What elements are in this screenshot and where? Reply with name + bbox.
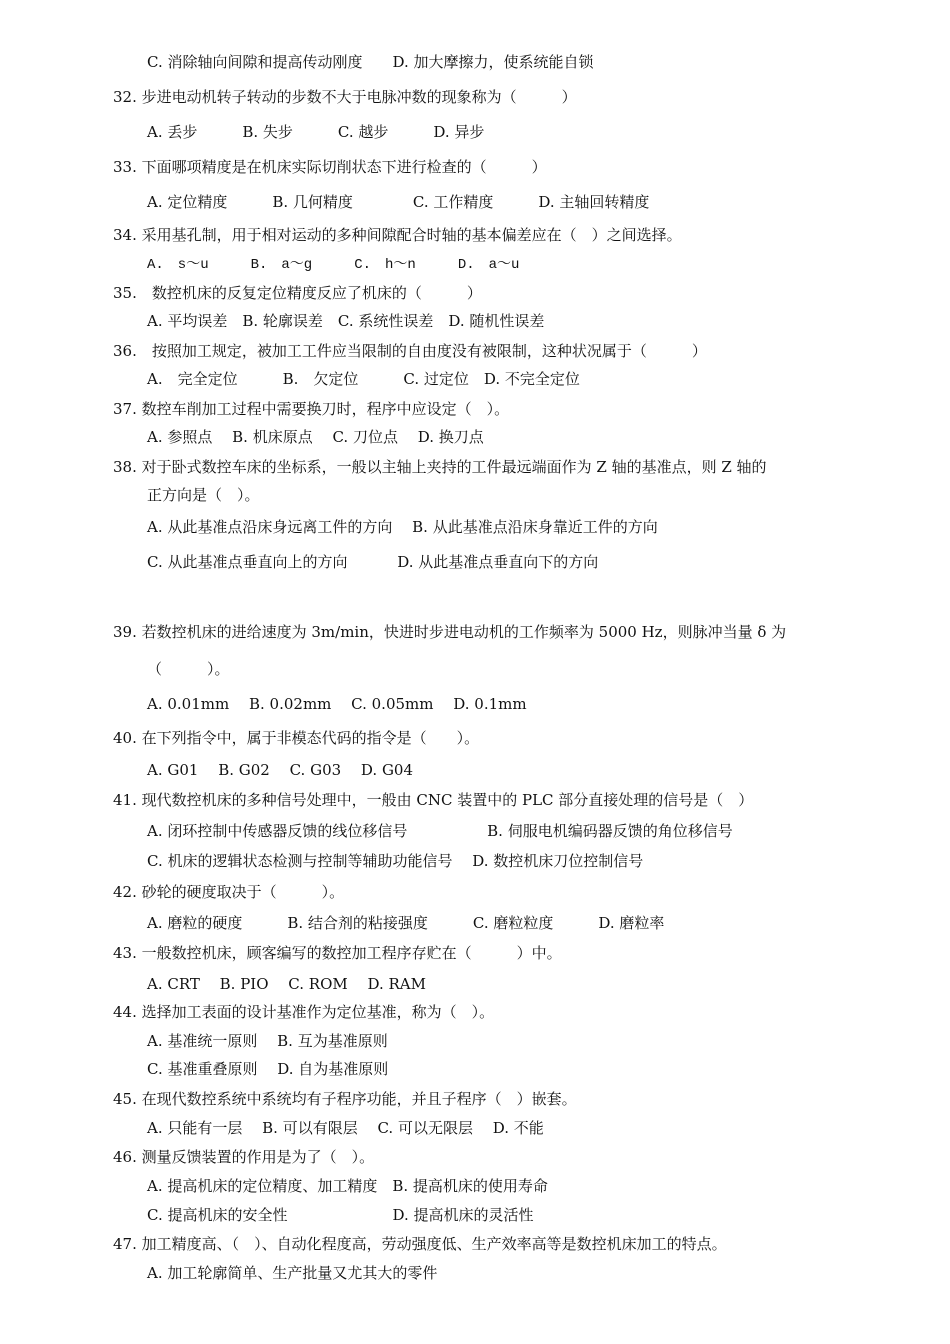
question-38-continuation: 正方向是（ ）。 (147, 486, 260, 504)
option-line: A. s～u B. a～g C. h～n D. a～u (147, 257, 520, 273)
option-line: A. 0.01mm B. 0.02mm C. 0.05mm D. 0.1mm (147, 695, 527, 713)
option-line: A. 加工轮廓简单、生产批量又尤其大的零件 (147, 1264, 438, 1282)
option-line: A. 平均误差 B. 轮廓误差 C. 系统性误差 D. 随机性误差 (147, 312, 545, 330)
question-32: 32. 步进电动机转子转动的步数不大于电脉冲数的现象称为（ ） (113, 88, 577, 106)
option-line: A. 基准统一原则 B. 互为基准原则 (147, 1032, 388, 1050)
option-line: C. 消除轴向间隙和提高传动刚度 D. 加大摩擦力，使系统能自锁 (147, 53, 594, 71)
option-line: A. 闭环控制中传感器反馈的线位移信号 B. 伺服电机编码器反馈的角位移信号 (147, 822, 733, 840)
question-35: 35. 数控机床的反复定位精度反应了机床的（ ） (113, 284, 482, 302)
question-43: 43. 一般数控机床，顾客编写的数控加工程序存贮在（ ）中。 (113, 944, 562, 962)
option-line: A. 完全定位 B. 欠定位 C. 过定位 D. 不完全定位 (147, 370, 580, 388)
question-45: 45. 在现代数控系统中系统均有子程序功能，并且子程序（ ）嵌套。 (113, 1090, 577, 1108)
question-39: 39. 若数控机床的进给速度为 3m/min，快进时步进电动机的工作频率为 5000 Hz，则脉冲当量 δ 为 (113, 623, 787, 641)
question-34: 34. 采用基孔制，用于相对运动的多种间隙配合时轴的基本偏差应在（ ）之间选择。 (113, 226, 682, 244)
question-42: 42. 砂轮的硬度取决于（ ）。 (113, 883, 345, 901)
option-line: A. 磨粒的硬度 B. 结合剂的粘接强度 C. 磨粒粒度 D. 磨粒率 (147, 914, 665, 932)
option-line: A. G01 B. G02 C. G03 D. G04 (147, 761, 414, 779)
option-line: A. 参照点 B. 机床原点 C. 刀位点 D. 换刀点 (147, 428, 484, 446)
option-line: A. CRT B. PIO C. ROM D. RAM (147, 975, 427, 993)
question-36: 36. 按照加工规定，被加工工件应当限制的自由度没有被限制，这种状况属于（ ） (113, 342, 707, 360)
option-line: A. 定位精度 B. 几何精度 C. 工作精度 D. 主轴回转精度 (147, 193, 650, 211)
option-line: C. 从此基准点垂直向上的方向 D. 从此基准点垂直向下的方向 (147, 553, 599, 571)
option-line: C. 提高机床的安全性 D. 提高机床的灵活性 (147, 1206, 534, 1224)
question-40: 40. 在下列指令中，属于非模态代码的指令是（ ）。 (113, 729, 480, 747)
option-line: A. 提高机床的定位精度、加工精度 B. 提高机床的使用寿命 (147, 1177, 548, 1195)
question-37: 37. 数控车削加工过程中需要换刀时，程序中应设定（ ）。 (113, 400, 510, 418)
option-line: A. 丢步 B. 失步 C. 越步 D. 异步 (147, 123, 485, 141)
question-39-continuation: （ ）。 (147, 660, 230, 678)
question-33: 33. 下面哪项精度是在机床实际切削状态下进行检查的（ ） (113, 158, 547, 176)
question-47: 47. 加工精度高、（ ）、自动化程度高，劳动强度低、生产效率高等是数控机床加工的特点。 (113, 1235, 727, 1253)
option-line: A. 只能有一层 B. 可以有限层 C. 可以无限层 D. 不能 (147, 1119, 544, 1137)
option-line: C. 机床的逻辑状态检测与控制等辅助功能信号 D. 数控机床刀位控制信号 (147, 852, 644, 870)
option-line: C. 基准重叠原则 D. 自为基准原则 (147, 1060, 389, 1078)
option-line: A. 从此基准点沿床身远离工件的方向 B. 从此基准点沿床身靠近工件的方向 (147, 518, 658, 536)
question-44: 44. 选择加工表面的设计基准作为定位基准，称为（ ）。 (113, 1003, 495, 1021)
question-46: 46. 测量反馈装置的作用是为了（ ）。 (113, 1148, 375, 1166)
question-41: 41. 现代数控机床的多种信号处理中，一般由 CNC 装置中的 PLC 部分直接处理的信号是（ ） (113, 791, 754, 809)
question-38: 38. 对于卧式数控车床的坐标系，一般以主轴上夹持的工件最远端面作为 Z 轴的基准点，则 Z 轴的 (113, 458, 767, 476)
